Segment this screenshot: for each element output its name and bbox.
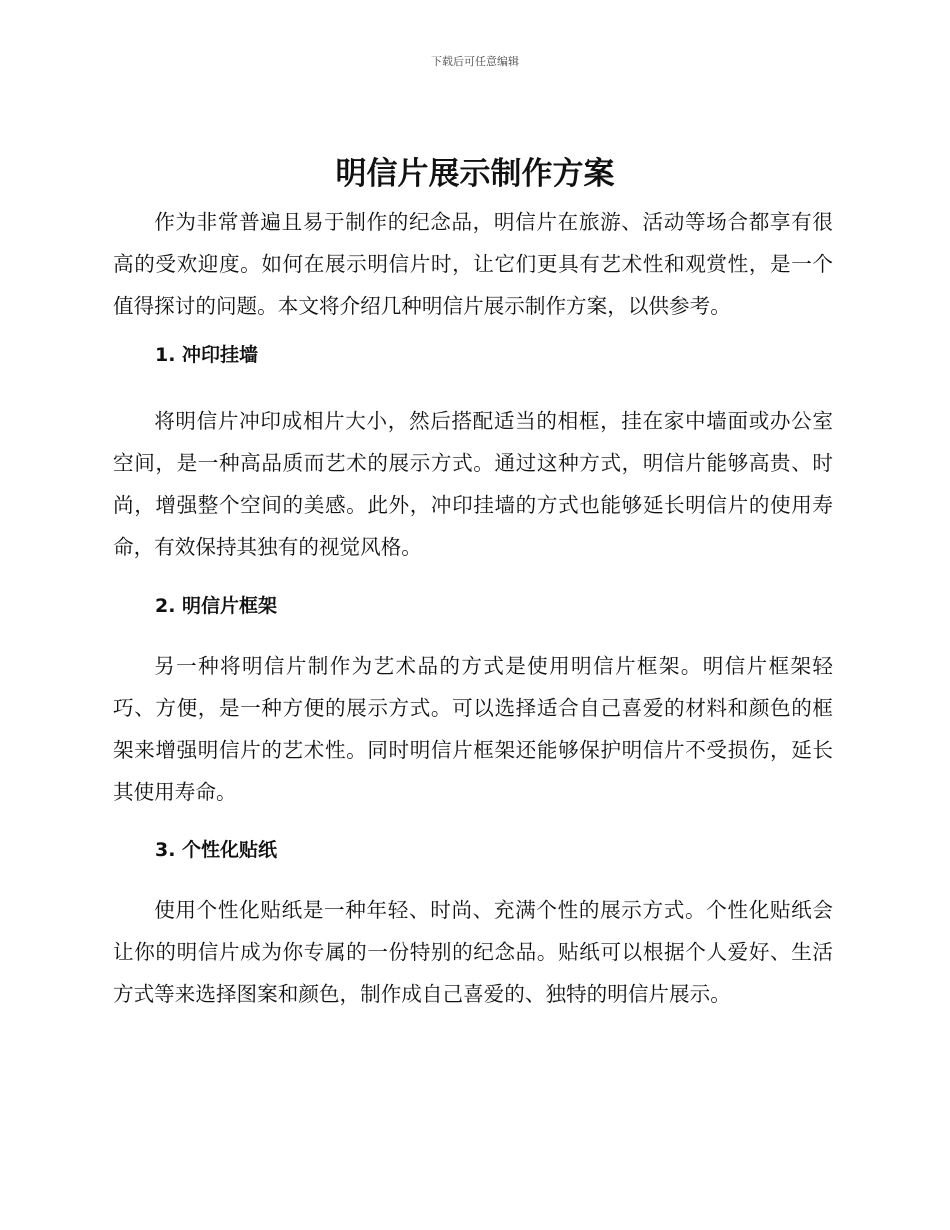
- section-body-frame: 另一种将明信片制作为艺术品的方式是使用明信片框架。明信片框架轻巧、方便，是一种方便的展示方式。可以选择适合自己喜爱的材料和颜色的框架来增强明信片的艺术性。同时明信片框架还能够保护明信片不受损伤，延长其使用寿命。: [113, 654, 833, 804]
- page-header-note: 下载后可任意编辑: [431, 55, 519, 68]
- section-heading-stickers: 3. 个性化贴纸: [155, 839, 278, 861]
- section-heading-print-wall: 1. 冲印挂墙: [155, 344, 259, 366]
- section-body-print-wall: 将明信片冲印成相片大小，然后搭配适当的相框，挂在家中墙面或办公室空间，是一种高品质而艺术的展示方式。通过这种方式，明信片能够高贵、时尚，增强整个空间的美感。此外，冲印挂墙的方式也能够延长明信片的使用寿命，有效保持其独有的视觉风格。: [113, 409, 833, 559]
- section-body-stickers: 使用个性化贴纸是一种年轻、时尚、充满个性的展示方式。个性化贴纸会让你的明信片成为你专属的一份特别的纪念品。贴纸可以根据个人爱好、生活方式等来选择图案和颜色，制作成自己喜爱的、独特的明信片展示。: [113, 898, 833, 1006]
- document-body: [113, 201, 833, 1015]
- document-title: 明信片展示制作方案: [335, 156, 615, 192]
- section-heading-frame: 2. 明信片框架: [155, 595, 278, 617]
- intro-paragraph: 作为非常普遍且易于制作的纪念品，明信片在旅游、活动等场合都享有很高的受欢迎度。如何在展示明信片时，让它们更具有艺术性和观赏性，是一个值得探讨的问题。本文将介绍几种明信片展示制作方案，以供参考。: [113, 210, 833, 318]
